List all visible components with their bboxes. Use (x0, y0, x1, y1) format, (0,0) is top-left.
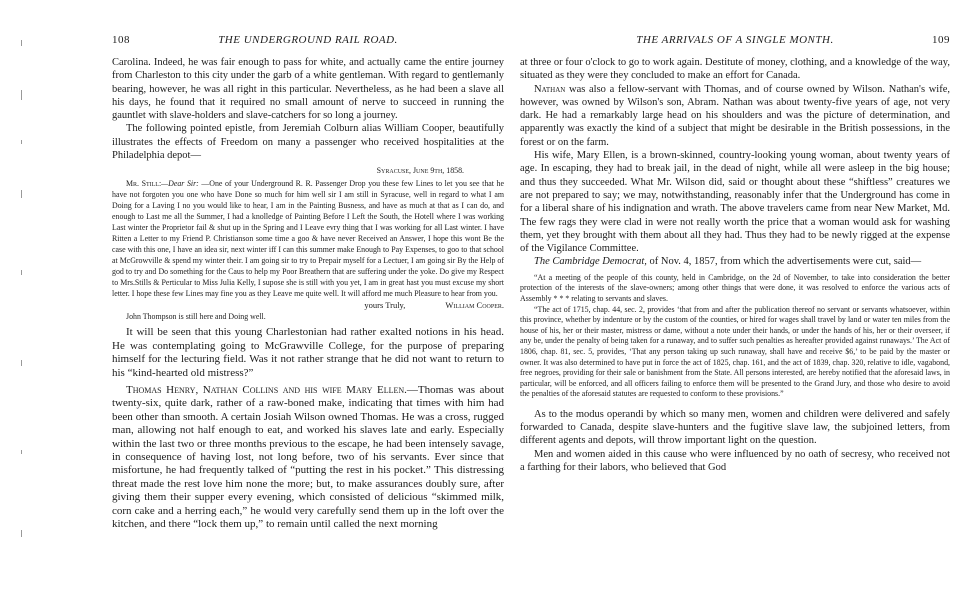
paragraph-cambridge-democrat (520, 255, 950, 268)
right-page (520, 0, 950, 601)
letter-salutation-greeting: —Dear Sir: (161, 179, 199, 189)
letter-signature: William Cooper. (445, 300, 504, 311)
newspaper-title: The Cambridge Democrat, (534, 256, 647, 268)
letter-text: —One of your Underground R. R. Passenger Drop you these few Lines to let you see that he have not forgoten you one who have Done so much for him well sir I am still in Syracuse, well in regard to what I am Doing for a Laving I no you would like to hear, I am in the Painting Busness, and have as much at that as I can do, and enough to Last me all the Summer, I had a knolledge of Painting Before I Left the South, the Hotell where I was working Last winter the Proprietor fail & shut up in the Spring and I Leave evry thing that I was working for all Last winter. I have Ritten a Letter to my Friend P. Christianson some time a goo & have never Received an Answer, I hope this wont Be the case with this one, I have an idea sir, next winter iff I can this summer make Enough to Pay Expenses, to goo to that school at McGrowville & spend my winter their. I am going sir to try to Prepair myself for a Lectuer, I am going sir By the Help of god to try and Do something for the Caus to help my Poor Breathern that are suffering under the yoke. Do give my Respect to Mrs.Stills & Perticular to Miss Julia Kelly, I supose she is still with you yet, I am in great hast you must excuse my short letter. I hope these few Lines may fine you as they Leave me quite well. It will afford me much Pleasure to hear from you. (112, 179, 504, 299)
quoted-notice-acts: “The act of 1715, chap. 44, sec. 2, provides ‘that from and after the publication thereof no servant or servants whatsoever, within this province, whether by indenture or by the custom of the counties, or hired for wages shall travel by land or water ten miles from the house of his, her or their master, mistress or dame, without a note under their hands, or under the hands of his, her or their overseer, if any be, under the penalty of being taken for a runaway, and to suffer such penalties as hereafter provided against runaways.’ The Act of 1806, chap. 81, sec. 5, provides, ‘That any person taking up such runaway, shall have and receive $6,’ to be paid by the master or owner. It was also determined to have put in force the act of 1825, chap. 161, and the act of 1839, chap. 320, relative to idle, vagabond, free negroes, providing for their sale or banishment from the State. All persons interested, are hereby notified that the aforesaid laws, in particular, will be enforced, and all officers failing to enforce them will be presented to the Grand Jury, and those who desire to avoid the penalties of the aforesaid statutes are requested to conform to these provisions.” (520, 304, 950, 399)
paragraph-continued-canada: at three or four o'clock to go to work again. Destitute of money, clothing, and a knowledge of the way, situated as they were they concluded to make an effort for Canada. (520, 57, 950, 82)
letter-body (112, 178, 504, 299)
section-heading-thomas-henry: Thomas Henry, Nathan Collins and his wife Mary Ellen. (126, 384, 407, 396)
binding-margin-marks (18, 30, 28, 590)
letter-closing: yours Truly, (364, 300, 406, 311)
paragraph-modus-operandi: As to the modus operandi by which so many men, women and children were delivered and safely forwarded to Canada, despite slave-hunters and the fugitive slave law, the subjoined letters, from different agents and depots, will throw important light on the question. (520, 408, 950, 447)
quoted-notice-meeting: “At a meeting of the people of this county, held in Cambridge, on the 2d of November, to take into consideration the better protection of the interests of the slave-owners; among other things that were done, it was resolved to enforce the various acts of Assembly * * * relating to servants and slaves. (520, 272, 950, 303)
paragraph-epistle-intro: The following pointed epistle, from Jeremiah Colburn alias William Cooper, beautifully illustrates the effects of Freedom on many a passenger who received hospitalities at the Philadelphia depot— (112, 123, 504, 162)
paragraph-thomas-henry-text: —Thomas was about twenty-six, quite dark, rather of a raw-boned make, indicating that times with him had been other than smooth. A certain Josiah Wilson owned Thomas. He was a cross, rugged man, allowing not half enough to eat, and worked his slaves late and early. Especially within the last two or three months previous to the escape, he had been intensely savage, in consequence of having lost, not long before, two of his servants. Ever since that misfortune, he had frequently talked of “putting the rest in his pocket.” This distressing threat made the rest love him none the more; but, to make assurances doubly sure, after giving them their supper every evening, which consisted of delicious “skimmed milk, corn cake and a herring each,” he would very carefully send them up in the loft over the kitchen, and there “lock them up,” to remain until called the next morning (112, 384, 504, 531)
left-page (112, 0, 504, 601)
paragraph-mary-ellen: His wife, Mary Ellen, is a brown-skinned, country-looking young woman, about twenty years of age. In escaping, they had to break jail, in the dead of night, while all were asleep in the big house; and thus they succeeded. What Mr. Wilson did, said or thought about these “shiftless” creatures we are not prepared to say; we may, notwithstanding, reasonably infer that the Underground has come in for a liberal share of his indignation and wrath. The above travelers came from near New Market, Md. The few rags they were clad in were not really worth the price that a woman would ask for washing them, yet they brought with them about all they had. Thus they had to be newly rigged at the expense of the Vigilance Committee. (520, 150, 950, 255)
nathan-name: Nathan (534, 83, 566, 95)
left-page-header (112, 34, 504, 48)
left-page-text (112, 56, 504, 531)
right-running-head: THE ARRIVALS OF A SINGLE MONTH. (636, 34, 834, 46)
paragraph-thomas-henry (112, 384, 504, 531)
right-page-number: 109 (932, 34, 950, 46)
letter-signature-row (112, 299, 504, 311)
letter-salutation-name: Mr. Still: (126, 179, 162, 189)
letter-dateline: Syracuse, June 9th, 1858. (376, 166, 464, 176)
left-page-number: 108 (112, 34, 130, 46)
letter-postscript: John Thompson is still here and Doing well. (126, 312, 266, 322)
paragraph-charlestonian: It will be seen that this young Charlestonian had rather exalted notions in his head. He was contemplating going to McGrawville College, for the purpose of preparing himself for the lecturing field. Was it not rather strange that he did not want to return to his “kind-hearted old mistress?” (112, 326, 504, 379)
paragraph-men-and-women: Men and women aided in this cause who were influenced by no oath of secresy, who received not a farthing for their labors, who believed that God (520, 448, 950, 474)
left-running-head: THE UNDERGROUND RAIL ROAD. (218, 34, 398, 46)
right-page-header (520, 34, 950, 48)
paragraph-nathan (520, 83, 950, 149)
right-page-text (520, 56, 950, 474)
paragraph-carolina: Carolina. Indeed, he was fair enough to pass for white, and actually came the entire journey from Charleston to this city under the garb of a white gentleman. With regard to gentlemanly bearing, however, he was all right in this particular. Nevertheless, as he had been a slave all his days, he found that it required no small amount of nerve to succeed in running the gauntlet with slave-holders and slave-catchers for so long a journey. (112, 57, 504, 122)
paragraph-cambridge-text: of Nov. 4, 1857, from which the advertisements were cut, said— (646, 256, 922, 268)
paragraph-nathan-text: was also a fellow-servant with Thomas, and of course owned by Wilson. Nathan's wife, however, was owned by Wilson's son, Abram. Nathan was about twenty-five years of age, not very dark. He had a remarkably large head on his shoulders and was the picture of determination, and apparently was exactly the kind of a subject that might be desirable in the British possessions, in the forest or on the farm. (520, 83, 950, 148)
